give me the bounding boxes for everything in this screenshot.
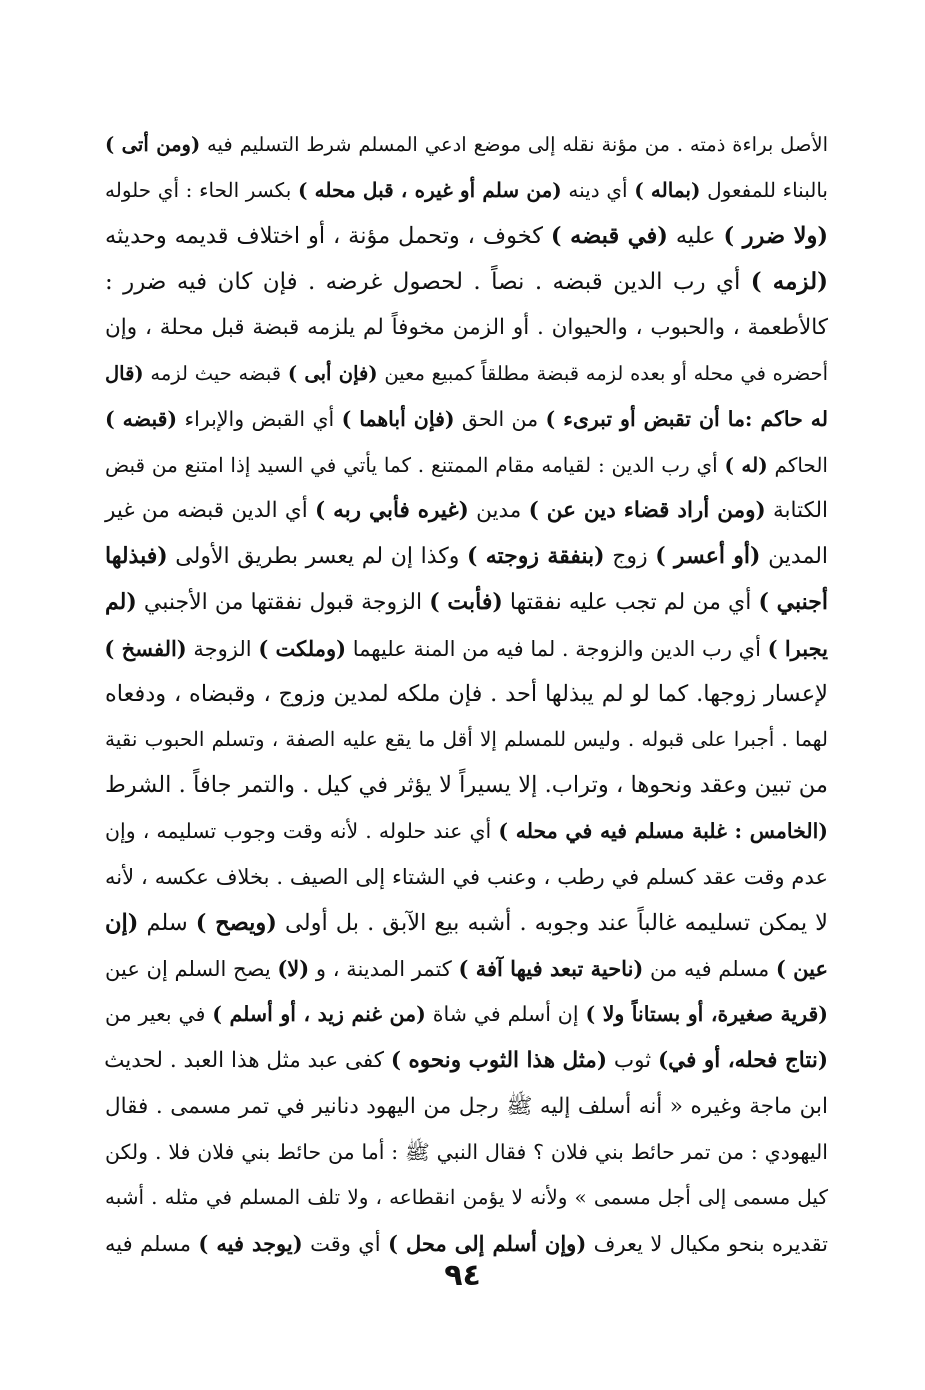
text-segment: بكسر الحاء : أي حلوله — [105, 177, 298, 202]
text-segment: أي عند حلوله . لأنه وقت وجوب تسليمه ، وإن — [105, 818, 499, 843]
bold-text-segment: (لزمه ) — [750, 268, 828, 296]
text-line — [105, 534, 828, 580]
text-line — [105, 1084, 828, 1130]
bold-text-segment: (لا) — [277, 956, 310, 982]
text-line — [105, 305, 828, 351]
bold-text-segment: عين ) — [775, 956, 828, 982]
text-line — [105, 1130, 828, 1176]
text-segment: المدين — [760, 544, 829, 570]
text-segment: أي دينه — [561, 177, 635, 202]
bold-text-segment: (نتاج فحله، أو في) — [658, 1047, 828, 1073]
text-line — [105, 992, 828, 1038]
bold-text-segment: (وإن أسلم إلى محل ) — [388, 1231, 587, 1257]
bold-text-segment: (ولا ضرر ) — [723, 222, 828, 249]
text-segment: لإعسار زوجها. كما لو لم يبذلها أحد . فإن ملكه لمدين وزوج ، وقبضاه ، ودفعاه — [105, 680, 828, 707]
bold-text-segment: (في قبضه ) — [550, 222, 668, 249]
bold-text-segment: (ناحية تبعد فيها آفة ) — [458, 956, 644, 982]
bold-text-segment: (قبضه ) — [105, 406, 178, 431]
text-segment: أي من لم تجب عليه نفقتها — [502, 589, 759, 615]
bold-text-segment: (قال — [105, 361, 144, 385]
text-segment: لهما . أجبرا على قبوله . وليس للمسلم إلا أقل ما يقع عليه الصفة ، وتسلم الحبوب نقية — [105, 727, 828, 752]
text-line — [105, 351, 828, 397]
bold-text-segment: (من سلم أو غيره ، قبل محله ) — [297, 177, 562, 202]
bold-text-segment: (الفسخ ) — [104, 635, 187, 661]
bold-text-segment: (ومن أتى ) — [105, 133, 201, 156]
text-line — [105, 1038, 828, 1084]
text-segment: زوج — [604, 544, 656, 570]
bold-text-segment: يجبرا ) — [767, 635, 828, 661]
text-segment: كيل مسمى إلى أجل مسمى » ولأنه لا يؤمن انقطاعه ، ولا تلف المسلم في مثله . أشبه — [105, 1185, 828, 1210]
body-text — [105, 122, 828, 1267]
text-segment: قبضه حيث لزمه — [143, 361, 288, 385]
text-line — [105, 809, 828, 855]
text-segment: أي رب الدين قبضه . نصاً . لحصول غرضه . فإن كان فيه ضرر : — [105, 269, 751, 296]
bold-text-segment: (بنفقة زوجته ) — [467, 543, 605, 570]
text-segment: من تبين وعقد ونحوها ، وتراب. إلا يسيراً لا يؤثر في كيل . والتمر جافاً . الشرط — [105, 772, 828, 799]
bold-text-segment: (الخامس : غلبة مسلم فيه في محله ) — [498, 818, 829, 843]
bold-text-segment: (ويصح ) — [195, 909, 277, 936]
bold-text-segment: (أو أعسر ) — [655, 543, 761, 570]
text-segment: بالبناء للمفعول — [700, 177, 828, 202]
text-segment: الزوجة — [186, 636, 259, 661]
text-segment: إن أسلم في شاة — [425, 1002, 586, 1027]
bold-text-segment: (وملكت ) — [258, 635, 347, 661]
text-line — [105, 717, 828, 763]
text-segment: سلم — [138, 909, 196, 936]
bold-text-segment: (فأبت ) — [429, 588, 503, 615]
bold-text-segment: أجنبي ) — [758, 588, 828, 615]
text-segment: تقديره بنحو مكيال لا يعرف — [586, 1232, 828, 1257]
text-segment: كخوف ، وتحمل مؤنة ، أو اختلاف قديمه وحديثه — [105, 222, 551, 249]
text-segment: يصح السلم إن عين — [105, 957, 278, 982]
text-segment: كفى عبد مثل هذا العبد . لحديث — [104, 1047, 391, 1073]
text-line — [105, 397, 828, 443]
text-segment: مسلم فيه من — [643, 957, 776, 982]
text-segment: وكذا إن لم يعسر بطريق الأولى — [167, 544, 468, 570]
bold-text-segment: (غيره فأبي ربه ) — [315, 498, 469, 524]
text-segment: في بعير من — [105, 1002, 213, 1027]
text-segment: مدين — [468, 498, 529, 524]
bold-text-segment: (إن — [105, 909, 139, 936]
text-line — [105, 626, 828, 672]
text-segment: مسلم فيه — [105, 1232, 199, 1257]
text-line — [105, 763, 828, 809]
text-line — [105, 443, 828, 489]
bold-text-segment: (فإن أبى ) — [287, 361, 378, 385]
text-segment: الكتابة — [765, 498, 828, 524]
bold-text-segment: (له ) — [724, 452, 768, 477]
text-segment: ابن ماجة وغيره « أنه أسلف إليه ﷺ رجل من اليهود دنانير في تمر مسمى . فقال — [105, 1093, 828, 1119]
text-segment: كتمر المدينة ، و — [309, 957, 459, 982]
text-line — [105, 855, 828, 901]
bold-text-segment: (فإن أباهما ) — [341, 406, 455, 431]
text-line — [105, 488, 828, 534]
text-line — [105, 168, 828, 214]
text-segment: أحضره في محله أو بعده لزمه قبضة مطلقاً كمبيع معين — [377, 361, 828, 385]
bold-text-segment: (مثل هذا الثوب ونحوه ) — [390, 1047, 607, 1073]
text-segment: اليهودي : من تمر حائط بني فلان ؟ فقال النبي ﷺ : أما من حائط بني فلان فلا . ولكن — [105, 1139, 828, 1164]
text-segment: عدم وقت عقد كسلم في رطب ، وعنب في الشتاء إلى الصيف . بخلاف عكسه ، لأنه — [105, 864, 828, 889]
text-segment: لا يمكن تسليمه غالباً عند وجوبه . أشبه بيع الآبق . بل أولى — [276, 909, 828, 936]
bold-text-segment: (قرية صغيرة، أو بستاناً ولا ) — [585, 1002, 829, 1027]
bold-text-segment: له حاكم :ما أن تقبض أو تبرىء ) — [545, 406, 829, 431]
bold-text-segment: (ومن أراد قضاء دين عن ) — [528, 498, 766, 524]
text-segment: أي رب الدين : لقيامه مقام الممتنع . كما يأتي في السيد إذا امتنع من قبض — [105, 452, 725, 477]
text-segment: ثوب — [607, 1047, 658, 1073]
text-segment: الحاكم — [767, 452, 828, 477]
text-segment: من الحق — [454, 406, 546, 431]
text-line — [105, 672, 828, 718]
text-line — [105, 946, 828, 992]
text-line — [105, 1175, 828, 1221]
text-segment: كالأطعمة ، والحبوب ، والحيوان . أو الزمن مخوفاً لم يلزمه قبضة قبل محلة ، وإن — [105, 315, 828, 341]
text-segment: أي القبض والإبراء — [177, 406, 342, 431]
text-segment: الأصل براءة ذمته . من مؤنة نقله إلى موضع ادعي المسلم شرط التسليم فيه — [200, 133, 828, 156]
text-line — [105, 122, 828, 168]
page-number: ٩٤ — [444, 1258, 481, 1293]
text-segment: الزوجة قبول نفقتها من الأجنبي — [136, 589, 430, 615]
bold-text-segment: (من غنم زيد ، أو أسلم ) — [212, 1002, 426, 1027]
text-segment: أي الدين قبضه من غير — [105, 498, 316, 524]
text-line — [105, 214, 828, 260]
text-line — [105, 901, 828, 947]
bold-text-segment: (بماله ) — [634, 177, 701, 202]
bold-text-segment: (يوجد فيه ) — [198, 1231, 303, 1257]
text-segment: عليه — [667, 222, 724, 249]
text-line — [105, 259, 828, 305]
text-line — [105, 580, 828, 626]
text-segment: أي رب الدين والزوجة . لما فيه من المنة عليهما — [346, 636, 768, 661]
text-segment: أي وقت — [302, 1232, 388, 1257]
bold-text-segment: (فبذلها — [105, 543, 168, 570]
bold-text-segment: (لم — [105, 588, 137, 615]
